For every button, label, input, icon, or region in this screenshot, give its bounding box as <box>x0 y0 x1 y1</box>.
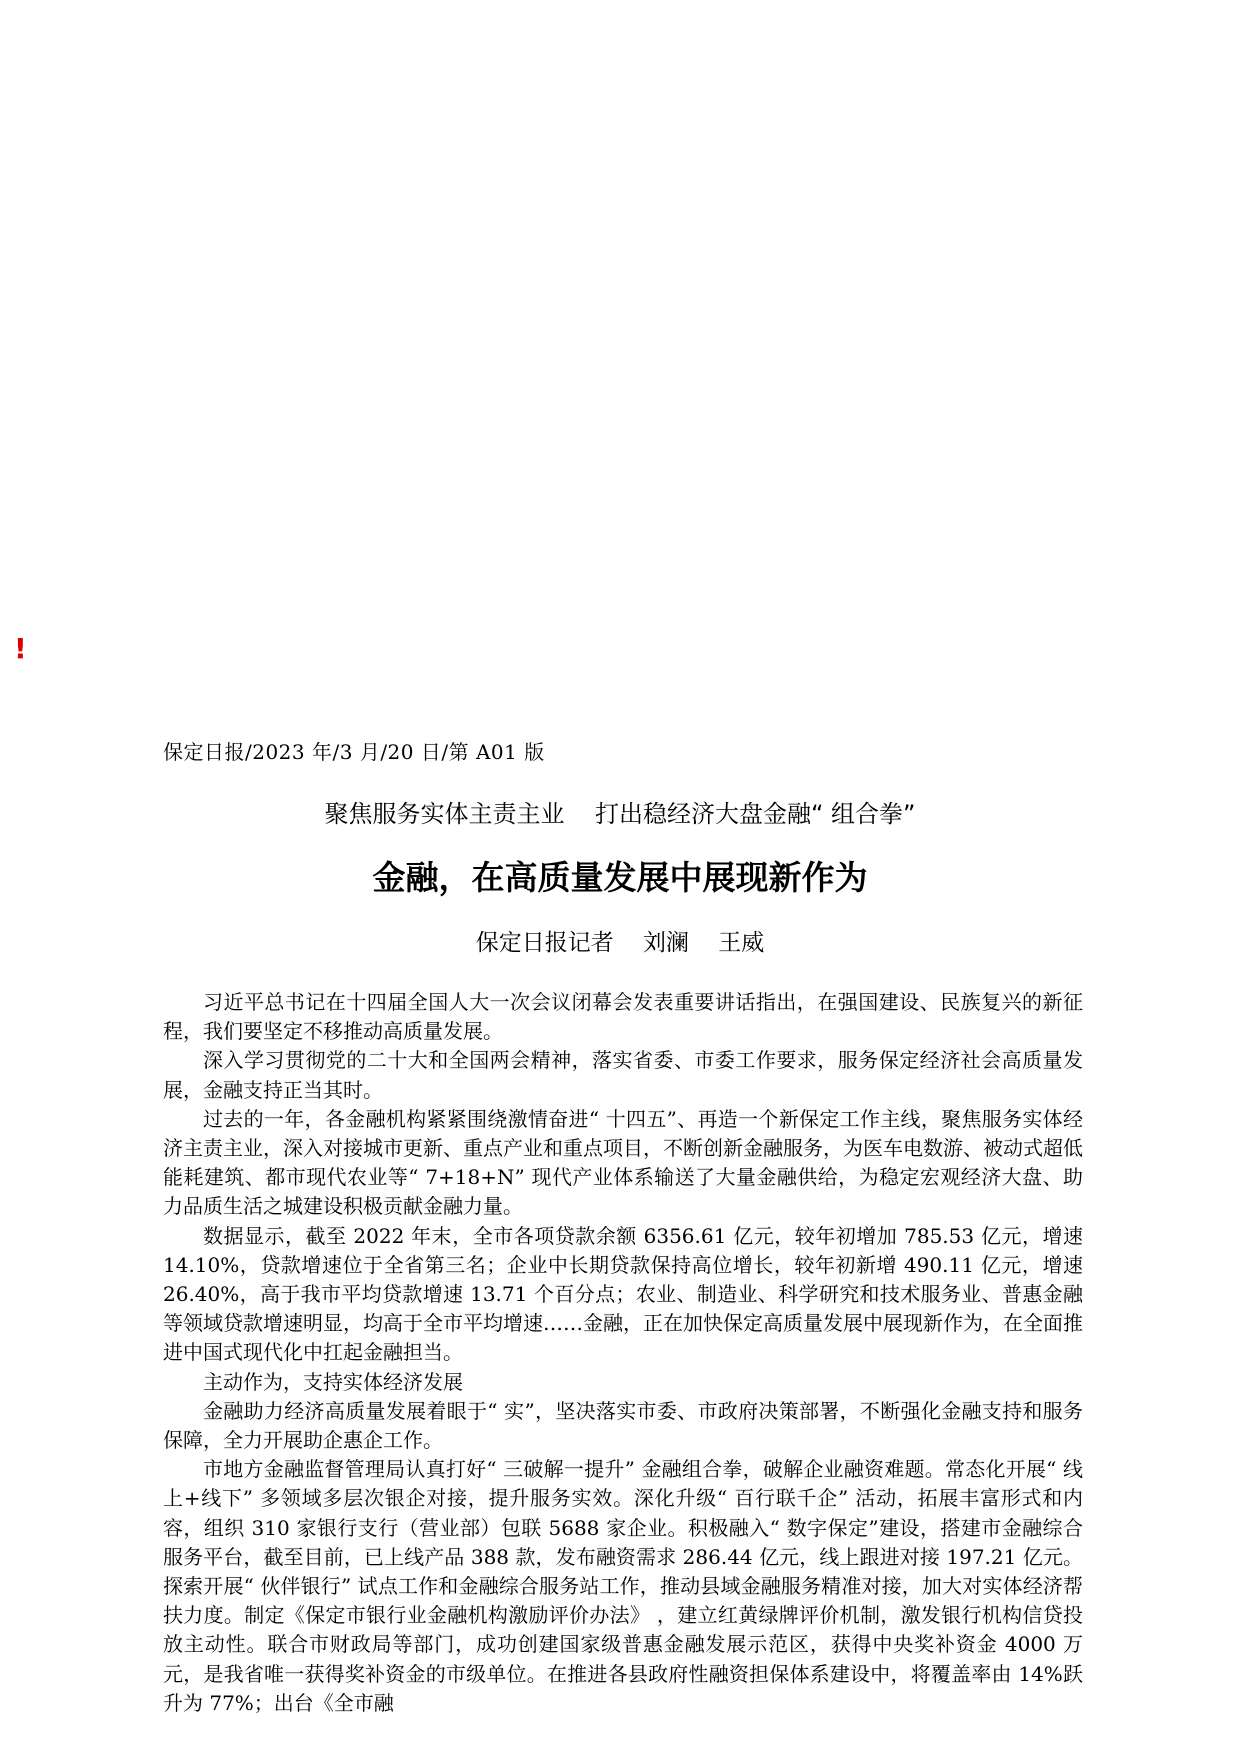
paragraph: 市地方金融监督管理局认真打好“ 三破解一提升” 金融组合拳，破解企业融资难题。常态化开展“ 线上+线下” 多领域多层次银企对接，提升服务实效。深化升级“ 百行联千企” 活动，拓展丰富形式和内容，组织 310 家银行支行（营业部）包联 5688 家企业。积极融入“ 数字保定”建设，搭建市金融综合服务平台，截至目前，已上线产品 388 款，发布融资需求 286.44 亿元，线上跟进对接 197.21 亿元。探索开展“ 伙伴银行” 试点工作和金融综合服务站工作，推动县域金融服务精准对接，加大对实体经济帮扶力度。制定《保定市银行业金融机构激励评价办法》 ，建立红黄绿牌评价机制，激发银行机构信贷投放主动性。联合市财政局等部门，成功创建国家级普惠金融发展示范区，获得中央奖补资金 4000 万元，是我省唯一获得奖补资金的市级单位。在推进各县政府性融资担保体系建设中，将覆盖率由 14%跃升为 77%；出台《全市融 <box>163 1457 1083 1715</box>
paragraph: 习近平总书记在十四届全国人大一次会议闭幕会发表重要讲话指出，在强国建设、民族复兴的新征程，我们要坚定不移推动高质量发展。 <box>163 990 1083 1044</box>
article-subtitle: 聚焦服务实体主责主业 打出稳经济大盘金融“ 组合拳” <box>324 800 916 828</box>
source-line: 保定日报/2023 年/3 月/20 日/第 A01 版 <box>163 740 545 764</box>
paragraph: 深入学习贯彻党的二十大和全国两会精神，落实省委、市委工作要求，服务保定经济社会高质量发展，金融支持正当其时。 <box>163 1048 1083 1102</box>
byline: 保定日报记者 刘澜 王威 <box>475 930 765 956</box>
red-exclamation-mark: ! <box>14 632 27 665</box>
article-body <box>163 988 1083 1718</box>
section-heading: 主动作为，支持实体经济发展 <box>203 1369 463 1394</box>
paragraph: 过去的一年，各金融机构紧紧围绕激情奋进“ 十四五”、再造一个新保定工作主线，聚焦服务实体经济主责主业，深入对接城市更新、重点产业和重点项目，不断创新金融服务，为医车电数游、被动式超低能耗建筑、都市现代农业等“ 7+18+N” 现代产业体系输送了大量金融供给，为稳定宏观经济大盘、助力品质生活之城建设积极贡献金融力量。 <box>163 1106 1083 1219</box>
paragraph: 金融助力经济高质量发展着眼于“ 实”，坚决落实市委、市政府决策部署，不断强化金融支持和服务保障，全力开展助企惠企工作。 <box>163 1398 1083 1453</box>
article-title: 金融，在高质量发展中展现新作为 <box>372 858 868 897</box>
paragraph: 数据显示，截至 2022 年末，全市各项贷款余额 6356.61 亿元，较年初增加 785.53 亿元，增速 14.10%，贷款增速位于全省第三名；企业中长期贷款保持高位增长，较年初新增 490.11 亿元，增速 26.40%，高于我市平均贷款增速 13.71 个百分点；农业、制造业、科学研究和技术服务业、普惠金融等领域贷款增速明显，均高于全市平均增速……金融，正在加快保定高质量发展中展现新作为，在全面推进中国式现代化中扛起金融担当。 <box>163 1223 1083 1365</box>
